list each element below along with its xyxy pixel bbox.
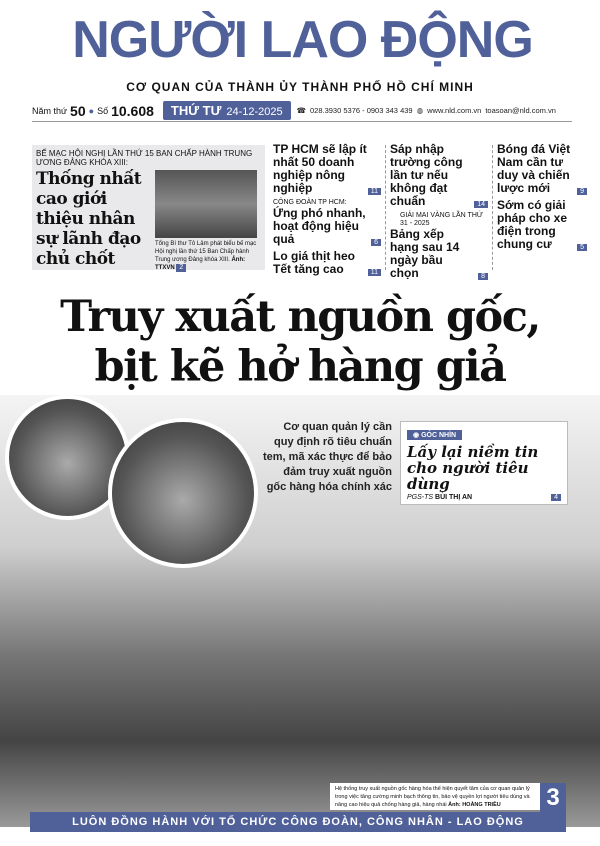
page-ref: 11 — [368, 188, 381, 195]
page-ref-badge: 3 — [540, 783, 566, 813]
main-subtitle: Cơ quan quản lý cần quy định rõ tiêu chuẩn tem, mã xác thực để bảo đảm truy xuất nguồn gốc hàng hóa chính xác — [262, 421, 392, 493]
opinion-title: Lấy lại niềm tin cho người tiêu dùng — [407, 443, 539, 493]
issue-number: 10.608 — [111, 102, 154, 119]
page-ref: 4 — [551, 494, 561, 501]
page-ref: 14 — [474, 201, 488, 208]
lead-title: Thống nhất cao giới thiệu nhân sự lãnh đạo chủ chốt — [36, 169, 142, 269]
opinion-box[interactable] — [400, 421, 568, 505]
story-item[interactable]: CÔNG ĐOÀN TP HCM: Ứng phó nhanh, hoạt động hiệu quả 6 — [273, 199, 381, 246]
lead-photo — [155, 170, 257, 238]
headline-line: Truy xuất nguồn gốc, — [60, 292, 540, 342]
inset-photo-circle — [108, 418, 258, 568]
divider — [492, 145, 493, 270]
website-link[interactable]: www.nld.com.vn — [427, 106, 482, 115]
date-badge — [163, 101, 291, 120]
opinion-author: PGS-TS BÙI THỊ AN 4 — [407, 494, 561, 501]
opinion-label: ◉ GÓC NHÌN — [407, 430, 462, 440]
masthead-logo: NGƯỜI LAO ĐỘNG — [72, 11, 533, 69]
email-link[interactable]: toasoan@nld.com.vn — [485, 106, 556, 115]
page-ref: 6 — [371, 239, 381, 246]
weekday: THỨ TƯ — [170, 103, 222, 118]
stories-column-3 — [497, 143, 587, 255]
info-bar — [32, 100, 572, 122]
page-ref: 9 — [577, 188, 587, 195]
globe-icon: ◍ — [416, 106, 424, 115]
photo-caption: Hệ thống truy xuất nguồn gốc hàng hóa thể hiện quyết tâm của cơ quan quản lý trong việc tăng cường minh bạch thông tin, bảo vệ quyền lợi người tiêu dùng và nâng cao hiệu quả chống hàng giả, hàng nhái Ảnh: HOÀNG TRIỀU — [330, 783, 540, 810]
masthead-tagline: CƠ QUAN CỦA THÀNH ỦY THÀNH PHỐ HỒ CHÍ MINH — [126, 80, 474, 94]
story-item[interactable]: Lo giá thịt heo Tết tăng cao 11 — [273, 250, 381, 276]
phone-icon: ☎ — [296, 106, 306, 115]
story-item[interactable]: Sớm có giải pháp cho xe điện trong chung cư 5 — [497, 199, 587, 251]
dot-icon: ● — [88, 105, 95, 116]
issue-label: Số — [97, 105, 109, 116]
page-ref: 5 — [577, 244, 587, 251]
lead-story[interactable] — [32, 145, 265, 270]
divider — [385, 145, 386, 270]
page-ref: 8 — [478, 273, 488, 280]
award-kicker: GIẢI MAI VÀNG LẦN THỨ 31 - 2025 — [400, 212, 483, 227]
lead-kicker: BẾ MẠC HỘI NGHỊ LẦN THỨ 15 BAN CHẤP HÀNH TRUNG ƯƠNG ĐẢNG KHÓA XIII: — [36, 149, 253, 167]
story-item[interactable]: TP HCM sẽ lập ít nhất 50 doanh nghiệp nông nghiệp 11 — [273, 143, 381, 195]
phone: 028.3930 5376 - 0903 343 439 — [309, 106, 413, 115]
page-ref: 2 — [176, 264, 186, 272]
eye-icon: ◉ — [413, 432, 422, 439]
main-headline[interactable] — [0, 292, 600, 392]
year: 50 — [70, 102, 86, 119]
story-item[interactable]: GIẢI MAI VÀNG LẦN THỨ 31 - 2025 Bảng xếp hạng sau 14 ngày bầu chọn 8 — [390, 212, 488, 280]
stories-column-2 — [390, 143, 488, 284]
stories-column-1 — [273, 143, 381, 280]
page-ref: 11 — [368, 269, 381, 276]
year-label: Năm thứ — [32, 105, 68, 116]
story-item[interactable]: Bóng đá Việt Nam cần tư duy và chiến lược mới 9 — [497, 143, 587, 195]
date: 24-12-2025 — [226, 106, 283, 118]
story-item[interactable]: Sáp nhập trường công lần tư nếu không đạt chuẩn 14 — [390, 143, 488, 208]
lead-caption: Tổng Bí thư Tô Lâm phát biểu bế mạc Hội nghị lần thứ 15 Ban Chấp hành Trung ương Đảng khóa XIII. Ảnh: TTXVN 2 — [155, 241, 257, 271]
footer-slogan: LUÔN ĐỒNG HÀNH VỚI TỔ CHỨC CÔNG ĐOÀN, CÔNG NHÂN - LAO ĐỘNG — [30, 812, 566, 832]
headline-line: bịt kẽ hở hàng giả — [94, 342, 506, 392]
